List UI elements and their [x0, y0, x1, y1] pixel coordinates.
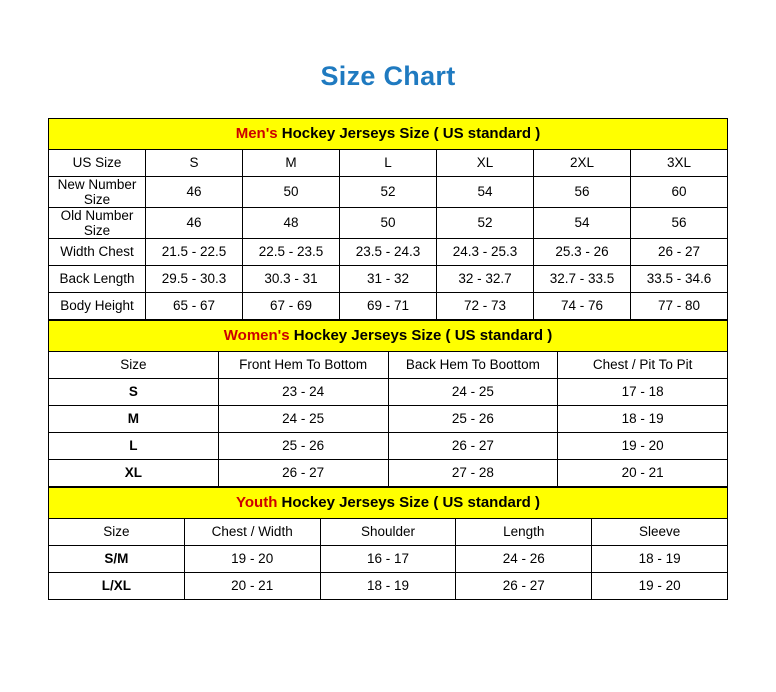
table-row — [49, 459, 728, 486]
table-cell: 26 - 27 — [631, 238, 728, 265]
row-label: S — [49, 378, 219, 405]
womens-header-cell: Size — [49, 351, 219, 378]
row-label: Body Height — [49, 292, 146, 319]
youth-banner-rest: Hockey Jerseys Size ( US standard ) — [277, 494, 540, 512]
womens-size-table-wrapper — [48, 320, 728, 487]
row-label: Old Number Size — [49, 207, 146, 238]
table-cell: 19 - 20 — [184, 545, 320, 572]
table-cell: 65 - 67 — [146, 292, 243, 319]
mens-banner-rest: Hockey Jerseys Size ( US standard ) — [277, 125, 541, 143]
page-title: Size Chart — [320, 61, 456, 91]
table-cell: 26 - 27 — [218, 459, 388, 486]
table-cell: 67 - 69 — [243, 292, 340, 319]
table-cell: 60 — [631, 176, 728, 207]
youth-header-cell: Sleeve — [592, 518, 728, 545]
table-cell: 32.7 - 33.5 — [534, 265, 631, 292]
womens-header-cell: Chest / Pit To Pit — [558, 351, 728, 378]
mens-banner — [49, 118, 728, 149]
table-cell: 50 — [340, 207, 437, 238]
table-cell: 27 - 28 — [388, 459, 558, 486]
mens-header-cell: 3XL — [631, 149, 728, 176]
table-cell: 24.3 - 25.3 — [437, 238, 534, 265]
womens-header-row — [49, 351, 728, 378]
table-cell: 23.5 - 24.3 — [340, 238, 437, 265]
youth-header-cell: Shoulder — [320, 518, 456, 545]
mens-header-cell: L — [340, 149, 437, 176]
youth-header-cell: Size — [49, 518, 185, 545]
table-row — [49, 545, 728, 572]
row-label: S/M — [49, 545, 185, 572]
row-label: L — [49, 432, 219, 459]
table-cell: 18 - 19 — [558, 405, 728, 432]
table-cell: 20 - 21 — [184, 572, 320, 599]
table-cell: 52 — [437, 207, 534, 238]
table-cell: 54 — [534, 207, 631, 238]
table-row — [49, 405, 728, 432]
mens-size-table — [48, 118, 728, 320]
table-cell: 56 — [631, 207, 728, 238]
table-cell: 29.5 - 30.3 — [146, 265, 243, 292]
table-cell: 72 - 73 — [437, 292, 534, 319]
table-cell: 25.3 - 26 — [534, 238, 631, 265]
mens-banner-highlight: Men's — [235, 125, 278, 143]
table-cell: 48 — [243, 207, 340, 238]
table-cell: 24 - 25 — [218, 405, 388, 432]
table-cell: 18 - 19 — [592, 545, 728, 572]
table-row — [49, 292, 728, 319]
table-cell: 46 — [146, 207, 243, 238]
youth-header-cell: Chest / Width — [184, 518, 320, 545]
youth-header-cell: Length — [456, 518, 592, 545]
table-cell: 25 - 26 — [218, 432, 388, 459]
youth-banner-highlight: Youth — [236, 494, 278, 512]
mens-header-cell: US Size — [49, 149, 146, 176]
table-cell: 18 - 19 — [320, 572, 456, 599]
mens-size-table-wrapper — [48, 118, 728, 320]
table-row — [49, 432, 728, 459]
table-cell: 32 - 32.7 — [437, 265, 534, 292]
table-row — [49, 176, 728, 207]
table-cell: 52 — [340, 176, 437, 207]
table-row — [49, 238, 728, 265]
table-row — [49, 378, 728, 405]
table-cell: 23 - 24 — [218, 378, 388, 405]
table-cell: 17 - 18 — [558, 378, 728, 405]
row-label: M — [49, 405, 219, 432]
womens-banner-row — [49, 320, 728, 351]
table-cell: 19 - 20 — [592, 572, 728, 599]
row-label: Width Chest — [49, 238, 146, 265]
mens-header-row — [49, 149, 728, 176]
womens-header-cell: Back Hem To Boottom — [388, 351, 558, 378]
table-cell: 69 - 71 — [340, 292, 437, 319]
table-row — [49, 572, 728, 599]
youth-banner — [49, 487, 728, 518]
table-cell: 26 - 27 — [388, 432, 558, 459]
table-cell: 24 - 26 — [456, 545, 592, 572]
table-cell: 22.5 - 23.5 — [243, 238, 340, 265]
row-label: New Number Size — [49, 176, 146, 207]
youth-size-table — [48, 487, 728, 600]
table-cell: 31 - 32 — [340, 265, 437, 292]
size-tables — [48, 118, 728, 600]
table-cell: 33.5 - 34.6 — [631, 265, 728, 292]
mens-header-cell: M — [243, 149, 340, 176]
row-label: XL — [49, 459, 219, 486]
row-label: L/XL — [49, 572, 185, 599]
womens-banner-highlight: Women's — [223, 327, 290, 345]
table-cell: 77 - 80 — [631, 292, 728, 319]
table-cell: 74 - 76 — [534, 292, 631, 319]
table-cell: 16 - 17 — [320, 545, 456, 572]
youth-header-row — [49, 518, 728, 545]
womens-size-table — [48, 320, 728, 487]
mens-header-cell: XL — [437, 149, 534, 176]
table-cell: 56 — [534, 176, 631, 207]
table-cell: 46 — [146, 176, 243, 207]
table-cell: 50 — [243, 176, 340, 207]
table-row — [49, 207, 728, 238]
table-cell: 30.3 - 31 — [243, 265, 340, 292]
youth-size-table-wrapper — [48, 487, 728, 600]
table-cell: 21.5 - 22.5 — [146, 238, 243, 265]
mens-header-cell: S — [146, 149, 243, 176]
mens-header-cell: 2XL — [534, 149, 631, 176]
womens-banner-rest: Hockey Jerseys Size ( US standard ) — [289, 327, 553, 345]
table-cell: 26 - 27 — [456, 572, 592, 599]
table-cell: 20 - 21 — [558, 459, 728, 486]
row-label: Back Length — [49, 265, 146, 292]
table-cell: 54 — [437, 176, 534, 207]
table-cell: 24 - 25 — [388, 378, 558, 405]
womens-header-cell: Front Hem To Bottom — [218, 351, 388, 378]
table-cell: 25 - 26 — [388, 405, 558, 432]
youth-banner-row — [49, 487, 728, 518]
mens-banner-row — [49, 118, 728, 149]
table-cell: 19 - 20 — [558, 432, 728, 459]
table-row — [49, 265, 728, 292]
womens-banner — [49, 320, 728, 351]
